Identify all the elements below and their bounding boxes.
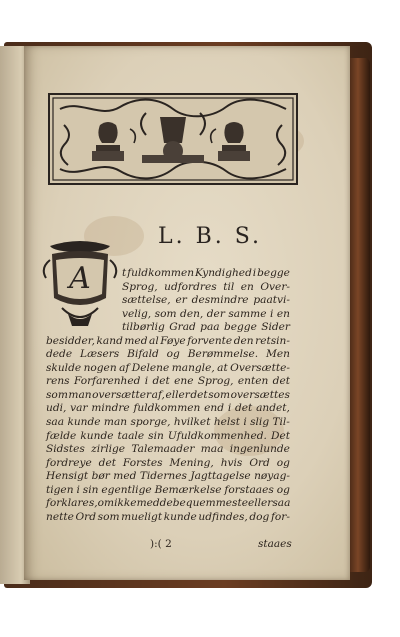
word: i <box>252 267 257 279</box>
word: Bifald <box>127 348 159 361</box>
word: sin <box>82 483 99 496</box>
text-line <box>46 308 290 322</box>
word: Berømmelse. <box>187 348 259 361</box>
word: fuldkommen <box>127 267 195 279</box>
word: eller <box>247 497 273 510</box>
word: paatvi- <box>253 294 290 307</box>
text-line <box>46 375 290 389</box>
word: om <box>97 497 115 510</box>
word: fuldkommen <box>133 402 201 415</box>
word: Læsers <box>80 348 120 361</box>
word: bequemmeste <box>172 497 248 510</box>
word: Føye <box>160 334 186 347</box>
word: Oversætte- <box>230 361 290 374</box>
word: af, <box>151 388 165 401</box>
word: nette <box>46 510 74 523</box>
word: forklares, <box>46 497 98 510</box>
word: ikke <box>114 497 137 510</box>
word: Ufuldkommenhed. <box>167 429 267 442</box>
word: eller <box>165 388 190 401</box>
page-footer <box>0 538 400 554</box>
word: som <box>46 388 68 401</box>
word: kunde <box>80 429 114 442</box>
word: det <box>98 456 116 469</box>
text-line <box>46 402 290 416</box>
word: mangle, <box>171 361 215 374</box>
word: taale <box>117 429 145 442</box>
word: ingenlunde <box>229 443 290 456</box>
word: i <box>76 483 80 496</box>
word: paa <box>200 321 220 334</box>
word: kunde <box>67 416 101 429</box>
word: som <box>97 510 120 523</box>
word: med <box>113 470 137 483</box>
text-line <box>46 267 290 281</box>
word: begge <box>257 267 290 279</box>
word: sættelse, <box>122 294 171 307</box>
word: med <box>124 334 148 347</box>
word: end <box>204 402 225 415</box>
word: for- <box>270 510 290 523</box>
text-line <box>46 389 290 403</box>
word: det <box>152 375 170 388</box>
word: den <box>233 334 254 347</box>
word: Hensigt <box>46 470 89 483</box>
word: Det <box>270 429 290 442</box>
word: som <box>208 388 231 401</box>
word: Forstes <box>122 456 163 469</box>
word: zirlige <box>91 443 126 456</box>
catchword: staaes <box>258 538 292 550</box>
word: Delene <box>131 361 170 374</box>
word: skulde <box>46 361 82 374</box>
word: udi, <box>46 402 67 415</box>
word: til <box>223 280 235 293</box>
word: er <box>175 294 187 307</box>
word: i <box>144 375 149 388</box>
word: udfordres <box>164 280 217 293</box>
word: maa <box>200 443 224 456</box>
word: dede <box>46 348 73 361</box>
word: rens <box>46 375 70 388</box>
text-line <box>46 294 290 308</box>
headpiece-ornament <box>48 93 298 185</box>
word: mindre <box>91 402 130 415</box>
word: Kyndighed <box>194 267 252 279</box>
word: forvente <box>187 334 233 347</box>
word: tilbørlig <box>122 321 165 334</box>
word: i <box>269 307 274 320</box>
text-line <box>46 281 290 295</box>
word: Ord <box>249 456 270 469</box>
word: helst <box>213 416 240 429</box>
word: nøyag- <box>254 470 290 483</box>
text-line <box>46 335 290 349</box>
word: sin <box>148 429 164 442</box>
word: Sprog, <box>122 280 158 293</box>
word: var <box>70 402 88 415</box>
word: oversætter <box>92 388 152 401</box>
word: Bemærkelse <box>154 483 222 496</box>
word: retsin- <box>255 334 290 347</box>
word: Talemaader <box>131 443 195 456</box>
word: og <box>276 456 290 469</box>
initial-letter: A <box>69 261 91 296</box>
word: Sider <box>261 321 290 334</box>
word: besidder, <box>46 334 95 347</box>
word: begge <box>223 321 257 334</box>
word: andet, <box>256 402 290 415</box>
word: fælde <box>46 429 77 442</box>
word: Tidernes <box>139 470 187 483</box>
text-line <box>46 511 290 525</box>
word: kunde <box>163 510 197 523</box>
word: Sprog, <box>197 375 234 388</box>
word: nogen <box>83 361 117 374</box>
word: Grad <box>169 321 196 334</box>
word: fordreye <box>46 456 92 469</box>
word: Forfarenhed <box>73 375 141 388</box>
word: det <box>272 375 290 388</box>
signature-mark: ):( 2 <box>150 538 172 550</box>
word: saa <box>46 416 65 429</box>
word: og <box>166 348 180 361</box>
text-line <box>46 484 290 498</box>
word: forstaaes <box>224 483 274 496</box>
word: de <box>159 497 173 510</box>
word: dog <box>249 510 270 523</box>
word: der <box>206 307 225 320</box>
word: enten <box>237 375 269 388</box>
word: Ord <box>75 510 97 523</box>
word: al <box>149 334 159 347</box>
word: velig, <box>122 307 152 320</box>
word: i <box>227 402 232 415</box>
word: en <box>276 307 290 320</box>
word: Men <box>266 348 290 361</box>
word: man <box>103 416 128 429</box>
word: udfindes, <box>198 510 248 523</box>
word: Over- <box>260 280 290 293</box>
word: Sidstes <box>46 443 85 456</box>
word: i <box>243 416 247 429</box>
word: egentlige <box>101 483 152 496</box>
text-line <box>46 362 290 376</box>
text-line <box>46 430 290 444</box>
word: det <box>234 402 253 415</box>
word: Til- <box>272 416 290 429</box>
word: at <box>217 361 228 374</box>
word: kand <box>96 334 123 347</box>
word: bør <box>91 470 110 483</box>
text-line <box>46 457 290 471</box>
word: oversættes <box>230 388 290 401</box>
body-text <box>46 267 290 524</box>
word: det <box>190 388 208 401</box>
text-line <box>46 497 290 511</box>
word: den, <box>180 307 204 320</box>
word: en <box>240 280 254 293</box>
word: hvilket <box>173 416 211 429</box>
text-line <box>46 348 290 362</box>
word: slig <box>250 416 270 429</box>
word: mueligt <box>121 510 163 523</box>
text-line <box>46 416 290 430</box>
text-line <box>46 321 290 335</box>
word: samme <box>228 307 267 320</box>
word: sporge, <box>130 416 171 429</box>
word: med <box>136 497 160 510</box>
word: ene <box>174 375 194 388</box>
word: saa <box>272 497 291 510</box>
word: desmindre <box>191 294 249 307</box>
word: Jagttagelse <box>190 470 251 483</box>
word: hvis <box>220 456 243 469</box>
word: man <box>68 388 92 401</box>
word: af <box>119 361 130 374</box>
word: Mening, <box>169 456 214 469</box>
word: som <box>154 307 177 320</box>
word: tigen <box>46 483 74 496</box>
word: t <box>122 267 127 279</box>
text-line <box>46 443 290 457</box>
page-heading: L. B. S. <box>157 224 263 249</box>
text-line <box>46 470 290 484</box>
word: og <box>276 483 290 496</box>
